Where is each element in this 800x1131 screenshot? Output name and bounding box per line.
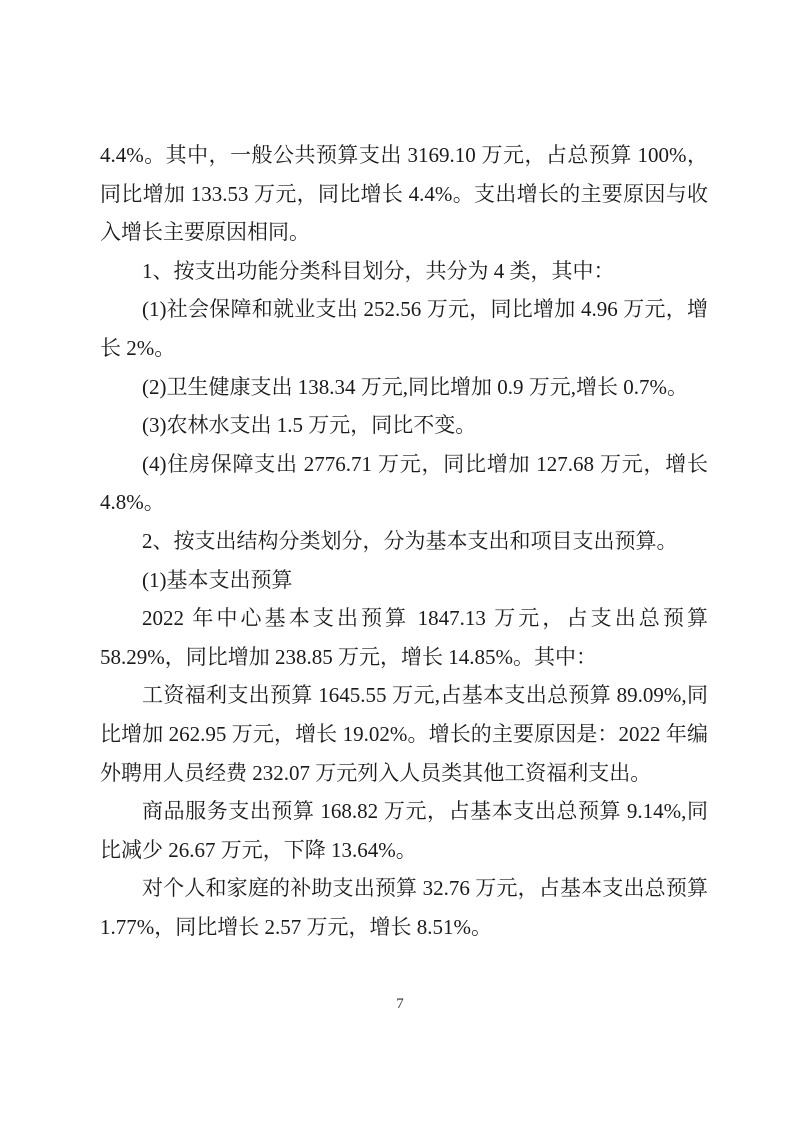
paragraph-heading-by-structure: 2、按支出结构分类划分，分为基本支出和项目支出预算。 — [142, 528, 678, 553]
paragraph-subsidies-individuals-families: 对个人和家庭的补助支出预算 32.76 万元，占基本支出总预算 1.77%，同比增长 2.57 万元，增长 8.51%。 — [100, 876, 708, 939]
paragraph-agriculture-forestry-water: (3)农林水支出 1.5 万元，同比不变。 — [142, 413, 477, 438]
document-body-text — [100, 136, 708, 946]
paragraph-social-security-employment: (1)社会保障和就业支出 252.56 万元，同比增加 4.96 万元，增长 2%。 — [100, 297, 708, 360]
paragraph-housing-security: (4)住房保障支出 2776.71 万元，同比增加 127.68 万元，增长 4.8%。 — [100, 451, 708, 515]
page-number: 7 — [396, 996, 404, 1012]
paragraph-expenditure-overview-continued: 4.4%。其中，一般公共预算支出 3169.10 万元，占总预算 100%，同比增加 133.53 万元，同比增长 4.4%。支出增长的主要原因与收入增长主要原因相同。 — [100, 143, 708, 245]
paragraph-subheading-basic-expenditure: (1)基本支出预算 — [142, 567, 293, 592]
paragraph-goods-services: 商品服务支出预算 168.82 万元，占基本支出总预算 9.14%,同比减少 26.67 万元，下降 13.64%。 — [100, 799, 708, 862]
paragraph-basic-expenditure-total: 2022 年中心基本支出预算 1847.13 万元，占支出总预算 58.29%，同比增加 238.85 万元，增长 14.85%。其中： — [100, 606, 708, 669]
paragraph-health: (2)卫生健康支出 138.34 万元,同比增加 0.9 万元,增长 0.7%。 — [142, 374, 688, 399]
paragraph-salary-welfare: 工资福利支出预算 1645.55 万元,占基本支出总预算 89.09%,同比增加 262.95 万元，增长 19.02%。增长的主要原因是：2022 年编外聘用人员经费 232.07 万元列入人员类其他工资福利支出。 — [100, 683, 708, 785]
paragraph-heading-by-function: 1、按支出功能分类科目划分，共分为 4 类，其中： — [142, 258, 615, 283]
page-footer — [0, 996, 800, 1013]
